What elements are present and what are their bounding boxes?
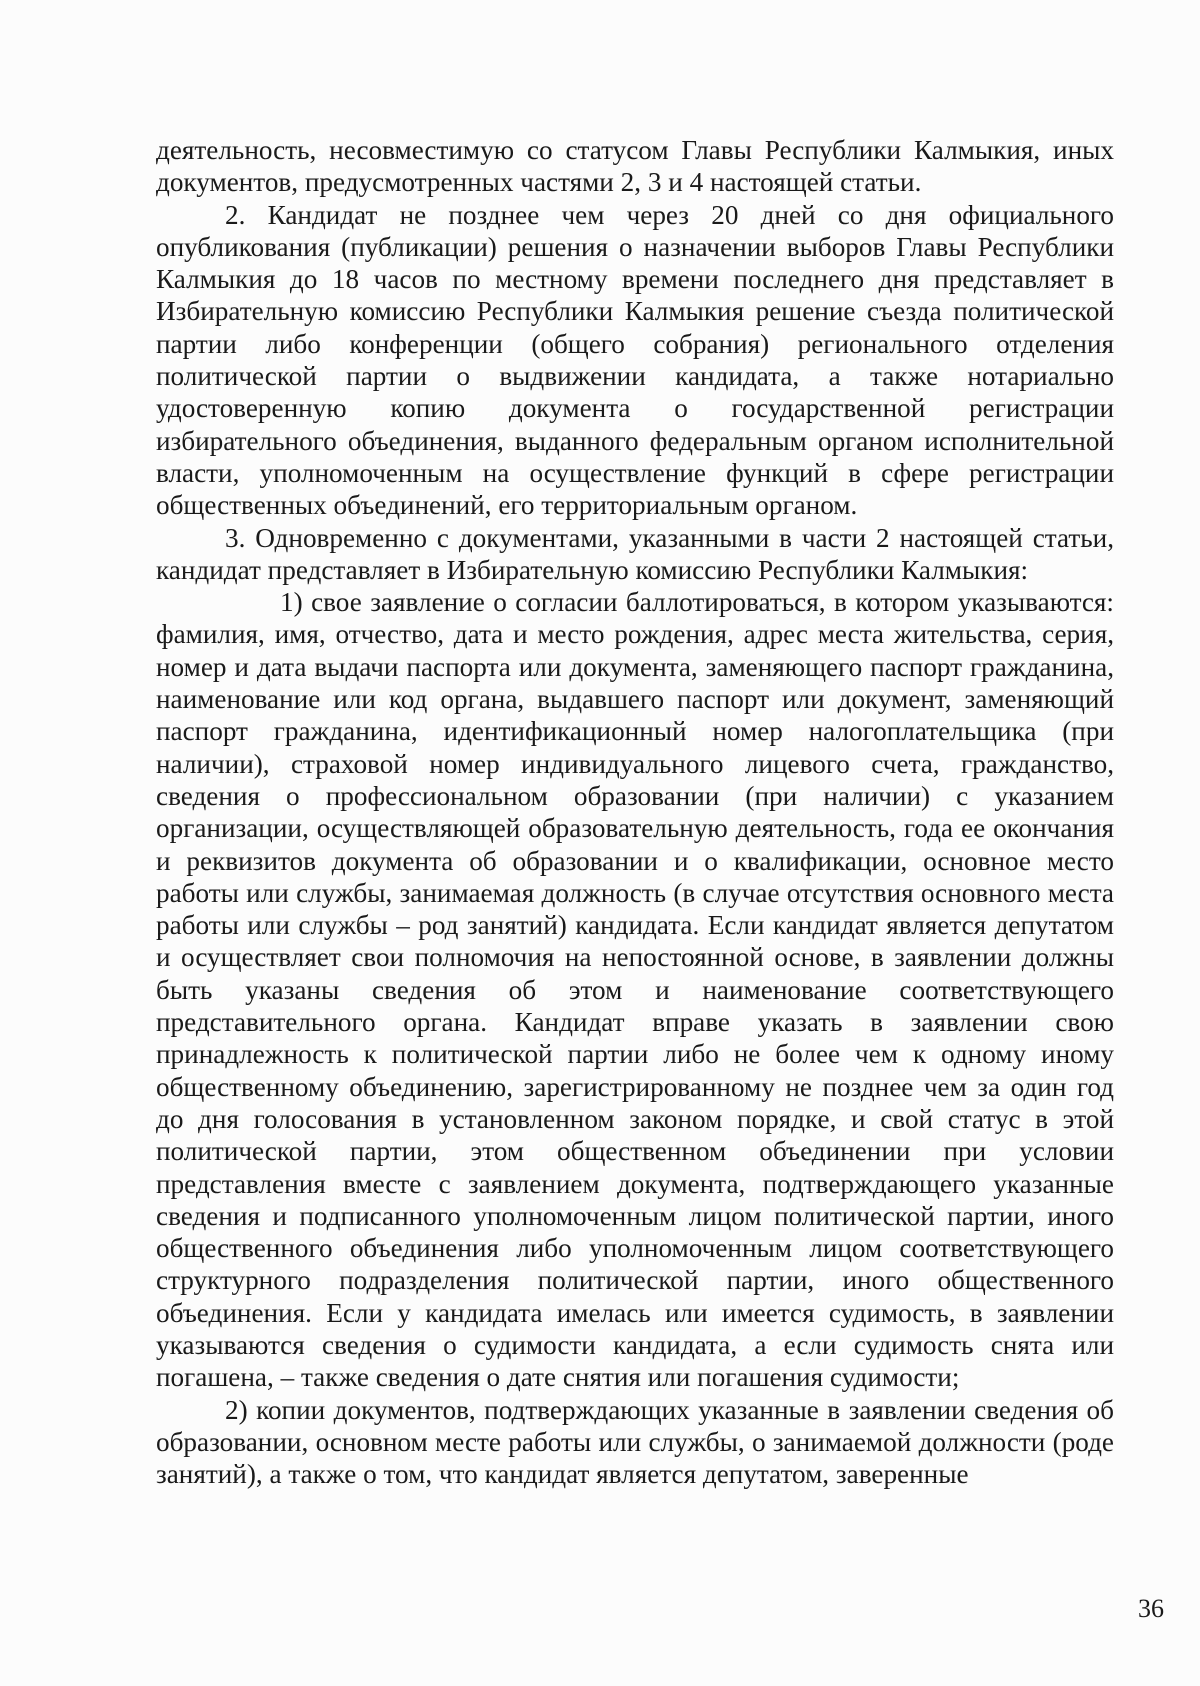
- paragraph-part-3: 3. Одновременно с документами, указанными в части 2 настоящей статьи, кандидат представляет в Избирательную комиссию Республики Калмыкия:: [156, 522, 1114, 585]
- page-number: 36: [1138, 1594, 1164, 1623]
- paragraph-item-1: 1) свое заявление о согласии баллотироваться, в котором указываются: фамилия, имя, отчество, дата и место рождения, адрес места жительства, серия, номер и дата выдачи паспорта или документа, заменяющего паспорт гражданина, наименование или код органа, выдавшего паспорт или документ, заменяющий паспорт гражданина, идентификационный номер налогоплательщика (при наличии), страховой номер индивидуального лицевого счета, гражданство, сведения о профессиональном образовании (при наличии) с указанием организации, осуществляющей образовательную деятельность, года ее окончания и реквизитов документа об образовании и о квалификации, основное место работы или службы, занимаемая должность (в случае отсутствия основного места работы или службы – род занятий) кандидата. Если кандидат является депутатом и осуществляет свои полномочия на непостоянной основе, в заявлении должны быть указаны сведения об этом и наименование соответствующего представительного органа. Кандидат вправе указать в заявлении свою принадлежность к политической партии либо не более чем к одному иному общественному объединению, зарегистрированному не позднее чем за один год до дня голосования в установленном законом порядке, и свой статус в этой политической партии, этом общественном объединении при условии представления вместе с заявлением документа, подтверждающего указанные сведения и подписанного уполномоченным лицом политической партии, иного общественного объединения либо уполномоченным лицом соответствующего структурного подразделения политической партии, иного общественного объединения. Если у кандидата имелась или имеется судимость, в заявлении указываются сведения о судимости кандидата, а если судимость снята или погашена, – также сведения о дате снятия или погашения судимости;: [156, 587, 1114, 1393]
- paragraph-part-2: 2. Кандидат не позднее чем через 20 дней со дня официального опубликования (публикации) решения о назначении выборов Главы Республики Калмыкия до 18 часов по местному времени последнего дня представляет в Избирательную комиссию Республики Калмыкия решение съезда политической партии либо конференции (общего собрания) регионального отделения политической партии о выдвижении кандидата, а также нотариально удостоверенную копию документа о государственной регистрации избирательного объединения, выданного федеральным органом исполнительной власти, уполномоченным на осуществление функций в сфере регистрации общественных объединений, его территориальным органом.: [156, 199, 1114, 521]
- paragraph-item-2: 2) копии документов, подтверждающих указанные в заявлении сведения об образовании, основном месте работы или службы, о занимаемой должности (роде занятий), а также о том, что кандидат является депутатом, заверенные: [156, 1394, 1114, 1490]
- document-body: [156, 134, 1114, 1490]
- paragraph-continuation: деятельность, несовместимую со статусом Главы Республики Калмыкия, иных документов, предусмотренных частями 2, 3 и 4 настоящей статьи.: [156, 135, 1114, 198]
